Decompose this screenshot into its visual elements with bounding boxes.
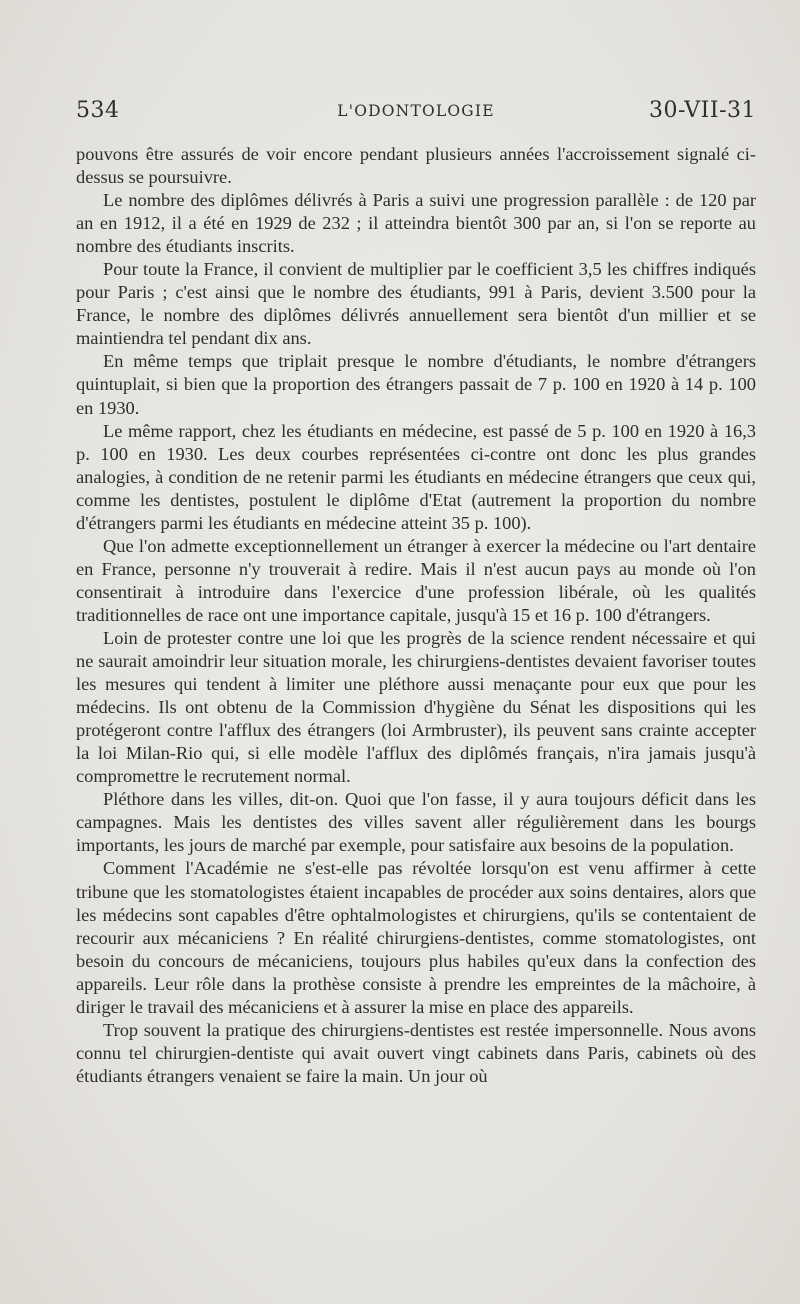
- paragraph: Le nombre des diplômes délivrés à Paris a suivi une progression parallèle : de 120 par an en 1912, il a été en 1929 de 232 ; il atteindra bientôt 300 par an, si l'on se reporte au nombre des étudiants inscrits.: [76, 190, 756, 257]
- paragraph: Comment l'Académie ne s'est-elle pas révoltée lorsqu'on est venu affirmer à cette tribune que les stomatologistes étaient incapables de procéder aux soins dentaires, alors que les médecins sont capables d'être ophtalmologistes et chirurgiens, qu'ils se contentaient de recourir aux mécaniciens ? En réalité chirurgiens-dentistes, comme stomatologistes, ont besoin du concours de mécaniciens, toujours plus habiles qu'eux dans la confection des appareils. Leur rôle dans la prothèse consiste à prendre les empreintes de la mâchoire, à diriger le travail des mécaniciens et à assurer la mise en place des appareils.: [76, 858, 756, 1017]
- running-head: [76, 98, 756, 128]
- paragraph: Que l'on admette exceptionnellement un étranger à exercer la médecine ou l'art dentaire en France, personne n'y trouverait à redire. Mais il n'est aucun pays au monde où l'on consentirait à introduire dans l'exercice d'une profession libérale, où les qualités traditionnelles de race ont une importance capitale, jusqu'à 15 et 16 p. 100 d'étrangers.: [76, 535, 756, 625]
- paragraph: Pour toute la France, il convient de multiplier par le coefficient 3,5 les chiffres indiqués pour Paris ; c'est ainsi que le nombre des étudiants, 991 à Paris, devient 3.500 pour la France, le nombre des diplômes délivrés annuellement sera bientôt d'un millier et se maintiendra tel pendant dix ans.: [76, 259, 756, 349]
- paragraph: Pléthore dans les villes, dit-on. Quoi que l'on fasse, il y aura toujours déficit dans les campagnes. Mais les dentistes des villes savent aller régulièrement dans les bourgs importants, les jours de marché par exemple, pour satisfaire aux besoins de la population.: [76, 789, 756, 856]
- paragraph: Le même rapport, chez les étudiants en médecine, est passé de 5 p. 100 en 1920 à 16,3 p. 100 en 1930. Les deux courbes représentées ci-contre ont donc les plus grandes analogies, à condition de ne retenir parmi les étudiants en médecine étrangers que ceux qui, comme les dentistes, postulent le diplôme d'Etat (autrement la proportion du nombre d'étrangers parmi les étudiants en médecine atteint 35 p. 100).: [76, 420, 756, 533]
- paragraph: Loin de protester contre une loi que les progrès de la science rendent nécessaire et qui ne saurait amoindrir leur situation morale, les chirurgiens-dentistes devaient favoriser toutes les mesures qui tendent à limiter une pléthore aussi menaçante pour eux que pour les médecins. Ils ont obtenu de la Commission d'hygiène du Sénat les dispositions qui les protégeront contre l'afflux des étrangers (loi Armbruster), ils peuvent sans crainte accepter la loi Milan-Rio qui, si elle modèle l'afflux des diplômés français, n'ira jamais jusqu'à compromettre le recrutement normal.: [76, 627, 756, 787]
- page-number: 534: [76, 98, 120, 123]
- body-text: [76, 143, 756, 1088]
- paragraph: En même temps que triplait presque le nombre d'étudiants, le nombre d'étrangers quintuplait, si bien que la proportion des étrangers passait de 7 p. 100 en 1920 à 14 p. 100 en 1930.: [76, 351, 756, 418]
- issue-date: 30-VII-31: [648, 98, 756, 123]
- journal-title: L'ODONTOLOGIE: [337, 102, 495, 120]
- paragraph: pouvons être assurés de voir encore pendant plusieurs années l'accroissement signalé ci-dessus se poursuivre.: [76, 144, 756, 188]
- paragraph: Trop souvent la pratique des chirurgiens-dentistes est restée impersonnelle. Nous avons connu tel chirurgien-dentiste qui avait ouvert vingt cabinets dans Paris, cabinets où des étudiants étrangers venaient se faire la main. Un jour où: [76, 1019, 756, 1086]
